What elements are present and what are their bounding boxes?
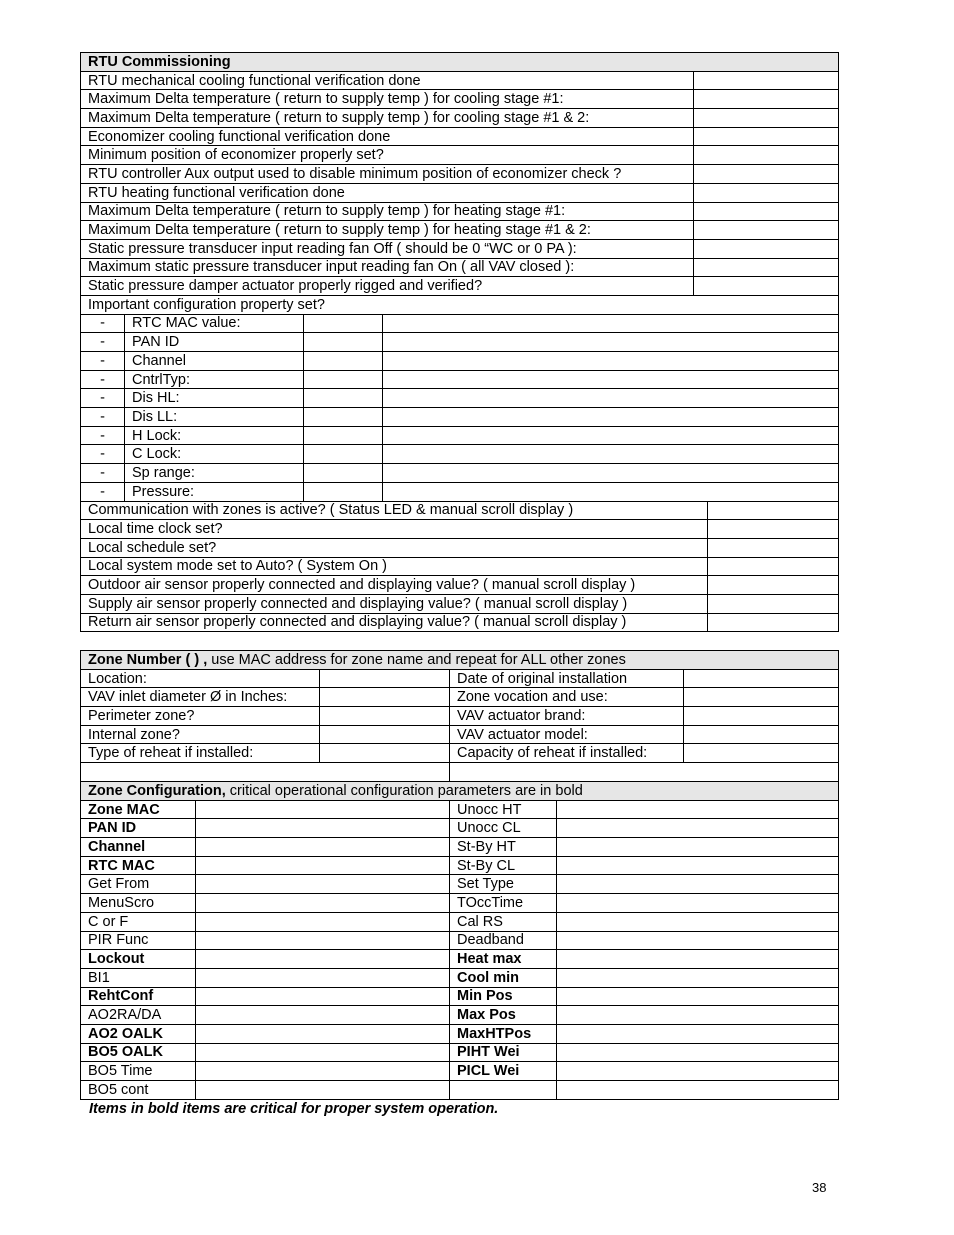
table-row: [81, 725, 839, 744]
rtu-commissioning-table: [80, 52, 839, 632]
param-value-field[interactable]: [557, 950, 839, 969]
param-label: Get From: [81, 875, 196, 894]
config-notes-field[interactable]: [383, 352, 839, 371]
config-value-field[interactable]: [304, 426, 383, 445]
table-row: [81, 165, 839, 184]
bullet-dash: -: [81, 314, 125, 333]
table-row: [81, 800, 839, 819]
table-row: [81, 968, 839, 987]
checklist-answer-field[interactable]: [694, 146, 839, 165]
checklist-item: Maximum static pressure transducer input reading fan On ( all VAV closed ):: [81, 258, 694, 277]
table-row: [81, 707, 839, 726]
zone-field-value[interactable]: [320, 707, 450, 726]
zone-field-value[interactable]: [684, 688, 839, 707]
param-value-field[interactable]: [557, 894, 839, 913]
config-value-field[interactable]: [304, 333, 383, 352]
param-value-field[interactable]: [196, 800, 450, 819]
bullet-dash: -: [81, 445, 125, 464]
table-row: [81, 688, 839, 707]
table-row: [81, 576, 839, 595]
table-row: [81, 202, 839, 221]
param-label: AO2RA/DA: [81, 1006, 196, 1025]
checklist-answer-field[interactable]: [708, 557, 839, 576]
table-row: [81, 538, 839, 557]
config-item-label: CntrlTyp:: [125, 370, 304, 389]
checklist-item: RTU mechanical cooling functional verification done: [81, 71, 694, 90]
table-row: [81, 239, 839, 258]
table-row: [81, 408, 839, 427]
table-row: [81, 987, 839, 1006]
config-value-field[interactable]: [304, 389, 383, 408]
param-label: Set Type: [450, 875, 557, 894]
rtu-section-title: RTU Commissioning: [81, 53, 839, 72]
table-row: [81, 389, 839, 408]
table-row: [81, 370, 839, 389]
param-value-field[interactable]: [196, 819, 450, 838]
param-value-field[interactable]: [557, 1081, 839, 1100]
checklist-answer-field[interactable]: [694, 183, 839, 202]
param-label: BI1: [81, 968, 196, 987]
table-row: [81, 782, 839, 801]
checklist-item: RTU controller Aux output used to disable minimum position of economizer check ?: [81, 165, 694, 184]
zone-configuration-table: [80, 781, 839, 1100]
table-row: [81, 1006, 839, 1025]
table-row: [81, 651, 839, 670]
config-item-label: PAN ID: [125, 333, 304, 352]
table-row: [81, 258, 839, 277]
table-row: [81, 146, 839, 165]
checklist-answer-field[interactable]: [694, 71, 839, 90]
checklist-item: Local schedule set?: [81, 538, 708, 557]
config-heading: Important configuration property set?: [81, 295, 839, 314]
zone-field-value[interactable]: [320, 725, 450, 744]
param-label: BO5 Time: [81, 1062, 196, 1081]
table-row: [81, 950, 839, 969]
table-row: [81, 912, 839, 931]
table-row: [81, 277, 839, 296]
config-value-field[interactable]: [304, 352, 383, 371]
table-row: [81, 445, 839, 464]
zone-config-title-bold: Zone Configuration,: [88, 782, 226, 799]
table-row: [81, 109, 839, 128]
param-label: MaxHTPos: [450, 1024, 557, 1043]
bullet-dash: -: [81, 389, 125, 408]
config-item-label: Channel: [125, 352, 304, 371]
param-value-field[interactable]: [557, 1006, 839, 1025]
checklist-item: Return air sensor properly connected and displaying value? ( manual scroll display ): [81, 613, 708, 632]
table-row: [81, 819, 839, 838]
checklist-answer-field[interactable]: [694, 127, 839, 146]
checklist-answer-field[interactable]: [694, 165, 839, 184]
table-row: [81, 613, 839, 632]
param-value-field[interactable]: [557, 931, 839, 950]
zone-field-value[interactable]: [320, 669, 450, 688]
zone-field-label: VAV actuator brand:: [450, 707, 684, 726]
config-value-field[interactable]: [304, 314, 383, 333]
table-row: [81, 931, 839, 950]
param-label: RehtConf: [81, 987, 196, 1006]
param-value-field[interactable]: [196, 1006, 450, 1025]
param-label: Min Pos: [450, 987, 557, 1006]
param-label: PICL Wei: [450, 1062, 557, 1081]
param-label: Unocc HT: [450, 800, 557, 819]
blank-cell: [81, 763, 450, 782]
param-value-field[interactable]: [557, 968, 839, 987]
table-row: [81, 875, 839, 894]
checklist-answer-field[interactable]: [708, 520, 839, 539]
table-row: [81, 482, 839, 501]
param-label: St-By CL: [450, 856, 557, 875]
table-row: [81, 520, 839, 539]
table-row: [81, 557, 839, 576]
checklist-answer-field[interactable]: [708, 538, 839, 557]
param-value-field[interactable]: [557, 987, 839, 1006]
zone-field-value[interactable]: [684, 725, 839, 744]
bullet-dash: -: [81, 333, 125, 352]
param-value-field[interactable]: [557, 912, 839, 931]
param-value-field[interactable]: [196, 1043, 450, 1062]
checklist-answer-field[interactable]: [694, 258, 839, 277]
checklist-item: Local system mode set to Auto? ( System On ): [81, 557, 708, 576]
bullet-dash: -: [81, 408, 125, 427]
footnote: Items in bold items are critical for proper system operation.: [89, 1101, 499, 1117]
zone-field-label: Perimeter zone?: [81, 707, 320, 726]
param-value-field[interactable]: [557, 819, 839, 838]
checklist-answer-field[interactable]: [694, 277, 839, 296]
config-value-field[interactable]: [304, 445, 383, 464]
zone-field-value[interactable]: [684, 744, 839, 763]
zone-field-value[interactable]: [320, 688, 450, 707]
checklist-answer-field[interactable]: [708, 613, 839, 632]
param-value-field[interactable]: [557, 875, 839, 894]
checklist-answer-field[interactable]: [694, 90, 839, 109]
zone-section-title: [81, 651, 839, 670]
zone-field-label: VAV inlet diameter Ø in Inches:: [81, 688, 320, 707]
param-label: RTC MAC: [81, 856, 196, 875]
checklist-answer-field[interactable]: [708, 576, 839, 595]
param-label: BO5 OALK: [81, 1043, 196, 1062]
param-value-field[interactable]: [557, 1062, 839, 1081]
table-row: [81, 333, 839, 352]
param-label: Channel: [81, 838, 196, 857]
zone-field-value[interactable]: [320, 744, 450, 763]
param-label: PIR Func: [81, 931, 196, 950]
checklist-item: Maximum Delta temperature ( return to supply temp ) for heating stage #1 & 2:: [81, 221, 694, 240]
param-value-field[interactable]: [196, 838, 450, 857]
page-number: 38: [812, 1180, 827, 1195]
zone-field-label: Date of original installation: [450, 669, 684, 688]
zone-title-bold: Zone Number ( ) ,: [88, 651, 208, 668]
param-value-field[interactable]: [557, 838, 839, 857]
param-label: AO2 OALK: [81, 1024, 196, 1043]
checklist-item: RTU heating functional verification done: [81, 183, 694, 202]
checklist-item: Minimum position of economizer properly set?: [81, 146, 694, 165]
zone-field-label: Internal zone?: [81, 725, 320, 744]
config-notes-field[interactable]: [383, 408, 839, 427]
table-row: [81, 90, 839, 109]
bullet-dash: -: [81, 370, 125, 389]
table-row: [81, 1081, 839, 1100]
checklist-item: Maximum Delta temperature ( return to supply temp ) for cooling stage #1:: [81, 90, 694, 109]
table-row: [81, 594, 839, 613]
table-row: [81, 426, 839, 445]
config-item-label: Pressure:: [125, 482, 304, 501]
param-value-field[interactable]: [196, 894, 450, 913]
zone-field-label: Zone vocation and use:: [450, 688, 684, 707]
checklist-item: Maximum Delta temperature ( return to supply temp ) for cooling stage #1 & 2:: [81, 109, 694, 128]
config-notes-field[interactable]: [383, 333, 839, 352]
bullet-dash: -: [81, 482, 125, 501]
config-notes-field[interactable]: [383, 482, 839, 501]
param-label: Heat max: [450, 950, 557, 969]
zone-title-rest: use MAC address for zone name and repeat for ALL other zones: [207, 651, 626, 668]
checklist-item: Communication with zones is active? ( Status LED & manual scroll display ): [81, 501, 708, 520]
checklist-answer-field[interactable]: [694, 202, 839, 221]
param-label: PAN ID: [81, 819, 196, 838]
checklist-item: Static pressure damper actuator properly rigged and verified?: [81, 277, 694, 296]
table-row: [81, 314, 839, 333]
param-value-field[interactable]: [196, 1062, 450, 1081]
config-item-label: Dis LL:: [125, 408, 304, 427]
checklist-answer-field[interactable]: [694, 239, 839, 258]
checklist-answer-field[interactable]: [694, 221, 839, 240]
config-item-label: RTC MAC value:: [125, 314, 304, 333]
param-label: PIHT Wei: [450, 1043, 557, 1062]
table-row: [81, 1024, 839, 1043]
param-value-field[interactable]: [196, 1024, 450, 1043]
config-item-label: H Lock:: [125, 426, 304, 445]
param-label: BO5 cont: [81, 1081, 196, 1100]
param-label: Lockout: [81, 950, 196, 969]
config-item-label: C Lock:: [125, 445, 304, 464]
table-row: [81, 501, 839, 520]
table-row: [81, 669, 839, 688]
checklist-answer-field[interactable]: [694, 109, 839, 128]
zone-field-label: Type of reheat if installed:: [81, 744, 320, 763]
param-label: Deadband: [450, 931, 557, 950]
table-row: [81, 1043, 839, 1062]
table-row: [81, 352, 839, 371]
param-value-field[interactable]: [196, 931, 450, 950]
table-row: [81, 183, 839, 202]
param-value-field[interactable]: [557, 856, 839, 875]
checklist-item: Static pressure transducer input reading fan Off ( should be 0 “WC or 0 PA ):: [81, 239, 694, 258]
param-value-field[interactable]: [196, 950, 450, 969]
config-value-field[interactable]: [304, 370, 383, 389]
param-label: Zone MAC: [81, 800, 196, 819]
zone-field-label: Capacity of reheat if installed:: [450, 744, 684, 763]
config-notes-field[interactable]: [383, 370, 839, 389]
param-value-field[interactable]: [557, 1043, 839, 1062]
param-label: Max Pos: [450, 1006, 557, 1025]
checklist-item: Maximum Delta temperature ( return to supply temp ) for heating stage #1:: [81, 202, 694, 221]
bullet-dash: -: [81, 426, 125, 445]
config-value-field[interactable]: [304, 482, 383, 501]
checklist-answer-field[interactable]: [708, 501, 839, 520]
param-value-field[interactable]: [196, 912, 450, 931]
checklist-item: Economizer cooling functional verification done: [81, 127, 694, 146]
param-value-field[interactable]: [196, 968, 450, 987]
zone-field-label: Location:: [81, 669, 320, 688]
zone-config-title-rest: critical operational configuration parameters are in bold: [225, 782, 583, 799]
table-row: [81, 763, 839, 782]
config-notes-field[interactable]: [383, 314, 839, 333]
param-value-field[interactable]: [557, 800, 839, 819]
param-label: Cal RS: [450, 912, 557, 931]
param-label: Unocc CL: [450, 819, 557, 838]
zone-field-value[interactable]: [684, 707, 839, 726]
table-row: [81, 894, 839, 913]
checklist-item: Outdoor air sensor properly connected and displaying value? ( manual scroll display ): [81, 576, 708, 595]
zone-config-section-title: [81, 782, 839, 801]
checklist-item: Supply air sensor properly connected and displaying value? ( manual scroll display ): [81, 594, 708, 613]
param-label: MenuScro: [81, 894, 196, 913]
param-label: Cool min: [450, 968, 557, 987]
param-value-field[interactable]: [557, 1024, 839, 1043]
param-value-field[interactable]: [196, 856, 450, 875]
table-row: [81, 464, 839, 483]
checklist-item: Local time clock set?: [81, 520, 708, 539]
table-row: [81, 221, 839, 240]
table-row: [81, 295, 839, 314]
table-row: [81, 744, 839, 763]
config-notes-field[interactable]: [383, 464, 839, 483]
blank-cell: [450, 763, 839, 782]
checklist-answer-field[interactable]: [708, 594, 839, 613]
param-value-field[interactable]: [196, 1081, 450, 1100]
table-row: [81, 1062, 839, 1081]
config-value-field[interactable]: [304, 464, 383, 483]
param-label: [450, 1081, 557, 1100]
param-value-field[interactable]: [196, 987, 450, 1006]
config-notes-field[interactable]: [383, 389, 839, 408]
param-label: TOccTime: [450, 894, 557, 913]
table-row: [81, 53, 839, 72]
param-value-field[interactable]: [196, 875, 450, 894]
zone-info-table: [80, 650, 839, 782]
table-row: [81, 127, 839, 146]
table-row: [81, 856, 839, 875]
config-notes-field[interactable]: [383, 445, 839, 464]
bullet-dash: -: [81, 464, 125, 483]
param-label: C or F: [81, 912, 196, 931]
param-label: St-By HT: [450, 838, 557, 857]
config-notes-field[interactable]: [383, 426, 839, 445]
bullet-dash: -: [81, 352, 125, 371]
zone-field-label: VAV actuator model:: [450, 725, 684, 744]
table-row: [81, 71, 839, 90]
config-item-label: Dis HL:: [125, 389, 304, 408]
config-value-field[interactable]: [304, 408, 383, 427]
table-row: [81, 838, 839, 857]
zone-field-value[interactable]: [684, 669, 839, 688]
config-item-label: Sp range:: [125, 464, 304, 483]
